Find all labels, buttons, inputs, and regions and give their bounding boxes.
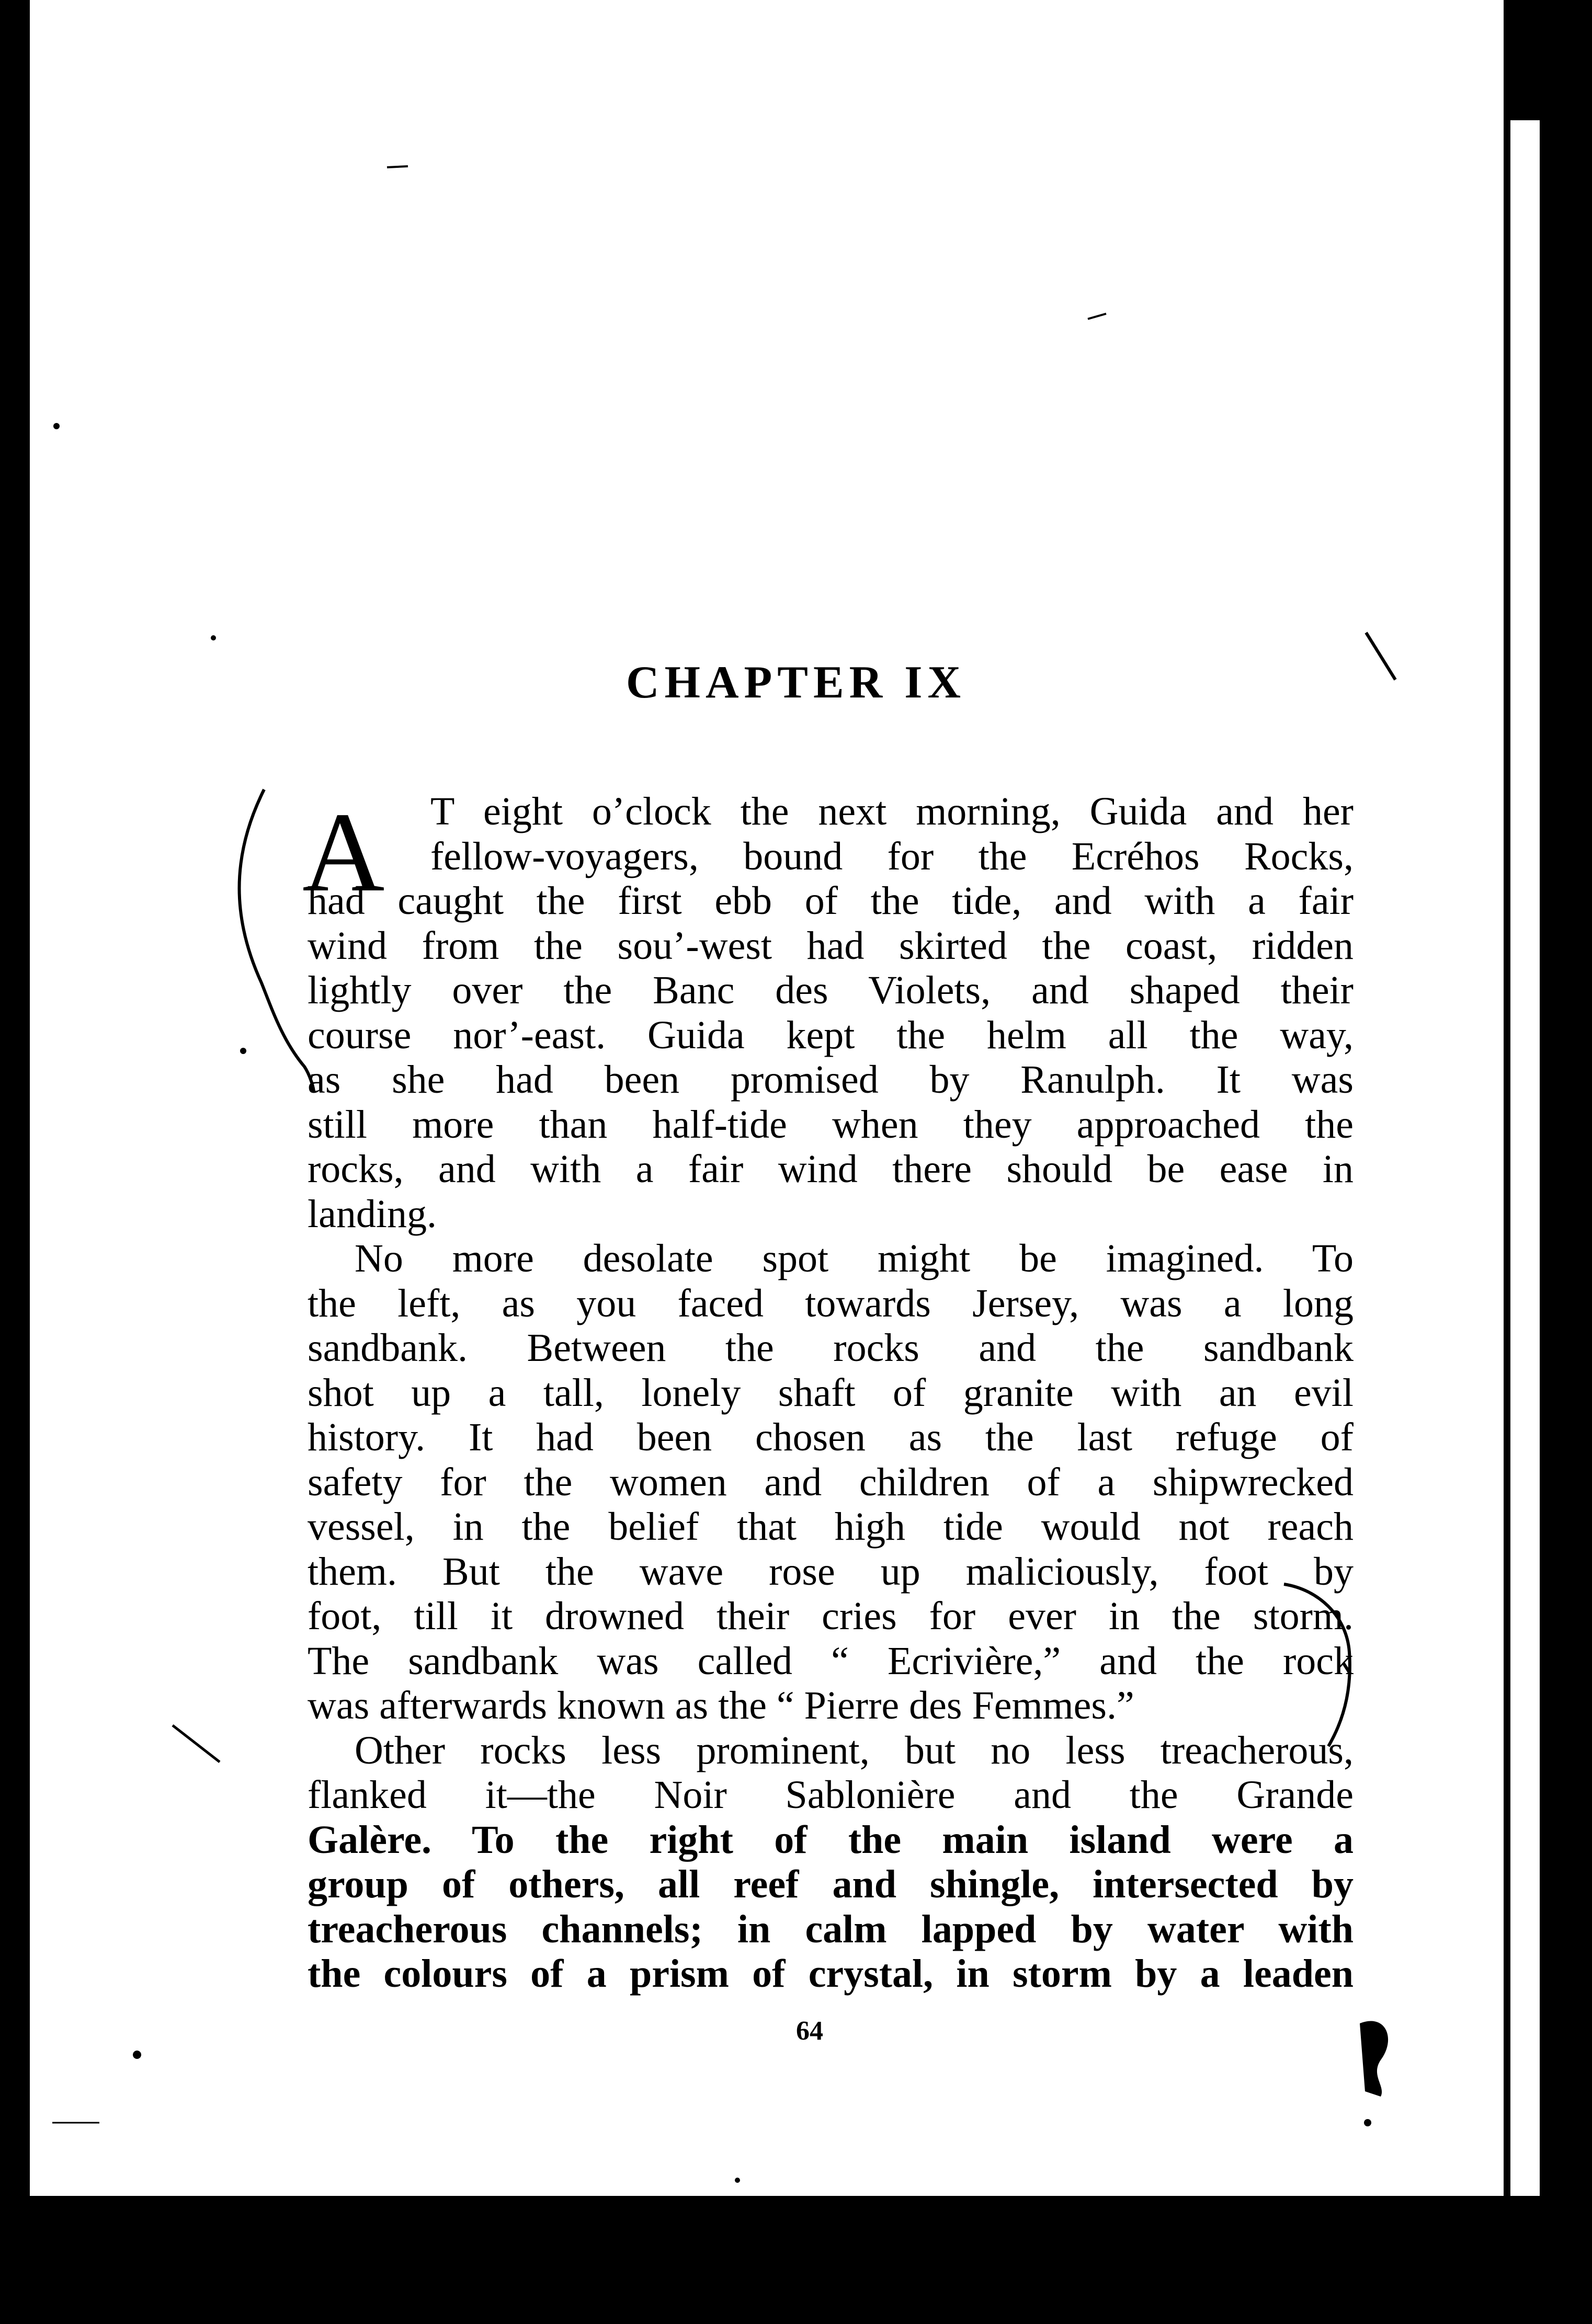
speck-mark: [735, 2178, 740, 2183]
text-line: The sandbank was called “ Ecrivière,” and the rock: [308, 1639, 1354, 1683]
text-line: vessel, in the belief that high tide would not reach: [308, 1505, 1354, 1549]
margin-stroke-mark: [1366, 633, 1395, 680]
text-line: was afterwards known as the “ Pierre des Femmes.”: [308, 1684, 1134, 1727]
text-line: group of others, all reef and shingle, intersected by: [308, 1862, 1354, 1906]
margin-bracket-mark: [1284, 1584, 1350, 1746]
speck-mark: [133, 2051, 141, 2059]
drop-cap: A: [302, 789, 385, 915]
smudge-mark: [1360, 2021, 1388, 2097]
text-line: No more desolate spot might be imagined. To: [355, 1237, 1354, 1280]
margin-stroke-mark: [173, 1725, 220, 1762]
text-line: fellow-voyagers, bound for the Ecréhos Rocks,: [430, 834, 1354, 878]
speck-mark: [387, 166, 408, 167]
text-line: the colours of a prism of crystal, in storm by a leaden: [308, 1952, 1354, 1996]
text-line: course nor’-east. Guida kept the helm all the way,: [308, 1013, 1354, 1057]
speck-mark: [53, 423, 60, 429]
text-line: T eight o’clock the next morning, Guida and her: [430, 789, 1354, 833]
speck-mark: [240, 1048, 246, 1054]
text-line: wind from the sou’-west had skirted the coast, ridden: [308, 923, 1354, 968]
text-line: lightly over the Banc des Violets, and shaped their: [308, 968, 1354, 1012]
text-line: flanked it—the Noir Sablonière and the Grande: [308, 1773, 1354, 1817]
text-line: sandbank. Between the rocks and the sandbank: [308, 1326, 1354, 1370]
margin-bracket-mark: [240, 789, 314, 1093]
text-line: foot, till it drowned their cries for ever in the storm.: [308, 1594, 1354, 1638]
text-line: rocks, and with a fair wind there should be ease in: [308, 1147, 1354, 1191]
text-line: landing.: [308, 1192, 437, 1236]
text-line: safety for the women and children of a shipwrecked: [308, 1460, 1354, 1504]
text-line: the left, as you faced towards Jersey, was a long: [308, 1281, 1354, 1325]
page-number: 64: [796, 2016, 823, 2046]
text-line: Galère. To the right of the main island were a: [308, 1817, 1354, 1862]
text-line: Other rocks less prominent, but no less treacherous,: [355, 1728, 1354, 1772]
text-line: treacherous channels; in calm lapped by water with: [308, 1907, 1354, 1951]
text-line: had caught the first ebb of the tide, and with a fair: [308, 879, 1354, 923]
text-line: shot up a tall, lonely shaft of granite with an evil: [308, 1370, 1354, 1415]
speck-mark: [1364, 2119, 1371, 2126]
speck-mark: [211, 635, 216, 640]
text-line: history. It had been chosen as the last refuge of: [308, 1415, 1354, 1459]
text-line: as she had been promised by Ranulph. It was: [308, 1058, 1354, 1102]
text-line: still more than half-tide when they approached the: [308, 1102, 1354, 1147]
speck-mark: [1088, 314, 1106, 319]
text-line: them. But the wave rose up maliciously, foot by: [308, 1549, 1354, 1594]
chapter-title: CHAPTER IX: [626, 657, 966, 708]
